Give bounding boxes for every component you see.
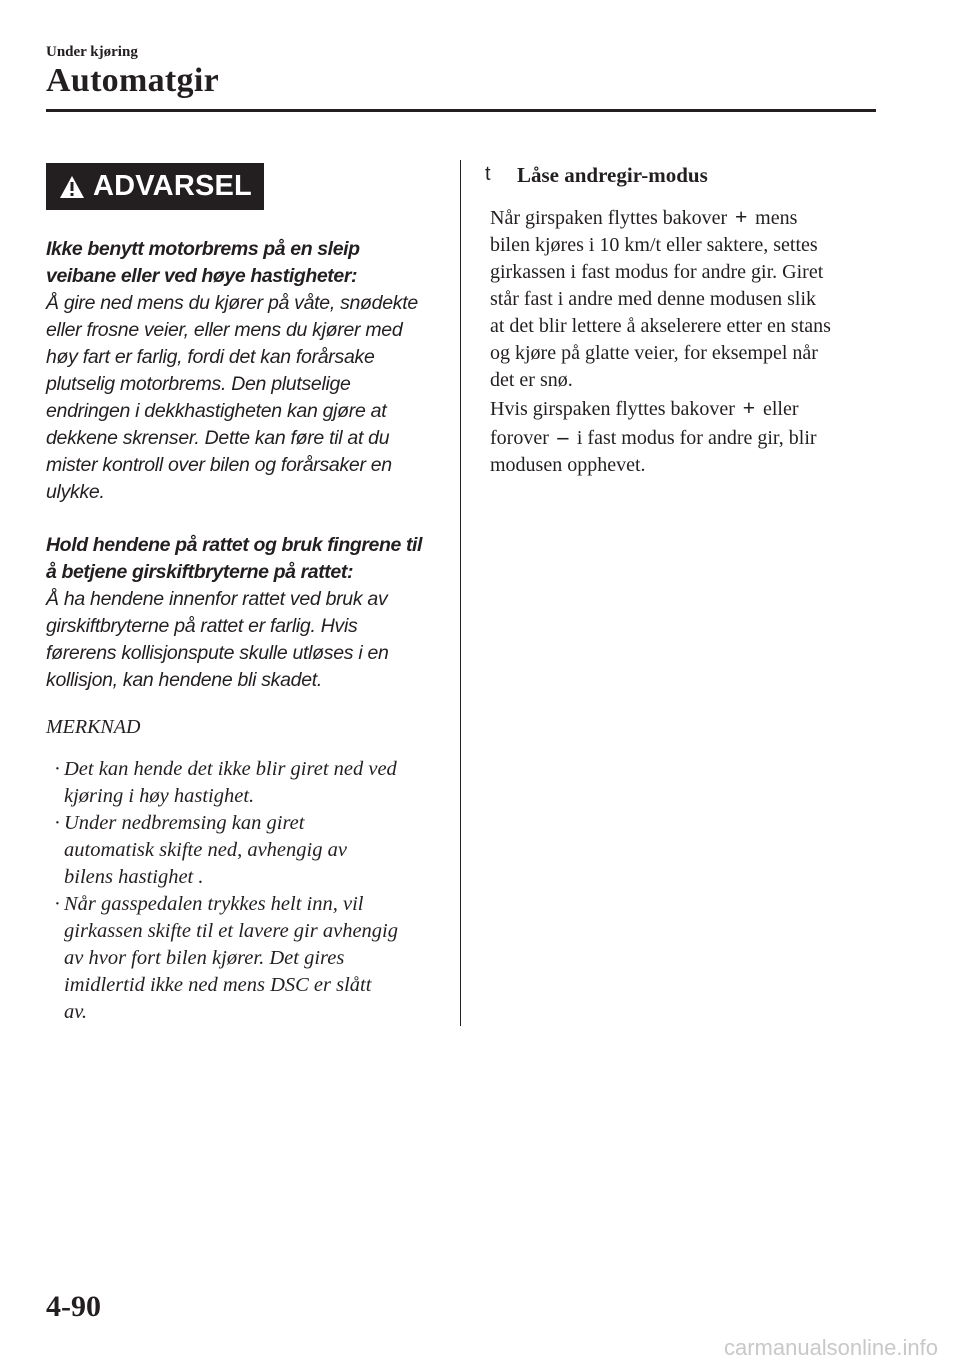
- body-line: forover – i fast modus for andre gir, blir: [490, 424, 817, 449]
- warning-heading: Ikke benytt motorbrems på en sleip veibane eller ved høye hastigheter:: [46, 238, 360, 287]
- title-rule: [46, 109, 876, 112]
- body-line: Hvis girspaken flyttes bakover + eller: [490, 395, 799, 420]
- note-title: MERKNAD: [46, 716, 141, 738]
- body-line: Når girspaken flyttes bakover + mens: [490, 204, 798, 229]
- body-line: står fast i andre med denne modusen slik: [490, 288, 817, 310]
- warning-badge: [46, 163, 264, 210]
- watermark: carmanualsonline.info: [723, 1335, 938, 1360]
- plus-icon: +: [734, 204, 748, 229]
- page-number: 4-90: [46, 1290, 101, 1323]
- warning-heading: Hold hendene på rattet og bruk fingrene til å betjene girskiftbryterne på rattet:: [46, 534, 423, 583]
- subsection-heading: Låse andregir-modus: [517, 163, 708, 187]
- section-label: Under kjøring: [46, 44, 138, 60]
- minus-icon: –: [557, 424, 569, 449]
- page-title: Automatgir: [46, 62, 219, 99]
- column-divider: [460, 160, 461, 1026]
- bullet-icon: ·: [54, 812, 61, 834]
- subsection-marker-icon: t: [485, 163, 491, 185]
- subsection-body: [490, 203, 880, 479]
- note-item: · Når gasspedalen trykkes helt inn, vil girkassen skifte til et lavere gir avhengig av hvor fort bilen kjører. Det gires imidlertid ikke ned mens DSC er slått av.: [54, 893, 398, 1023]
- warning-triangle-icon: [59, 175, 85, 199]
- note-list: [46, 756, 446, 1026]
- body-line: girkassen i fast modus for andre gir. Giret: [490, 261, 824, 283]
- warning-label: ADVARSEL: [93, 170, 252, 202]
- body-line: bilen kjøres i 10 km/t eller saktere, settes: [490, 234, 818, 256]
- warning-block-1: [46, 236, 446, 506]
- body-line: og kjøre på glatte veier, for eksempel når: [490, 342, 818, 364]
- warning-block-2: [46, 532, 446, 694]
- body-line: modusen opphevet.: [490, 454, 646, 476]
- body-line: det er snø.: [490, 369, 573, 391]
- bullet-icon: ·: [54, 758, 61, 780]
- warning-text: Å ha hendene innenfor rattet ved bruk av girskiftbryterne på rattet er farlig. Hvis førerens kollisjonspute skulle utløses i en kollisjon, kan hendene bli skadet.: [46, 588, 389, 691]
- bullet-icon: ·: [54, 893, 61, 915]
- body-line: at det blir lettere å akselerere etter en stans: [490, 315, 831, 337]
- note-item: · Det kan hende det ikke blir giret ned ved kjøring i høy hastighet.: [54, 758, 397, 807]
- warning-text: Å gire ned mens du kjører på våte, snødekte eller frosne veier, eller mens du kjører med høy fart er farlig, fordi det kan forårsake plutselig motorbrems. Den plutselige endringen i dekkhastigheten kan gjøre at dekkene skrenser. Dette kan føre til at du mister kontroll over bilen og forårsaker en ulykke.: [46, 292, 418, 503]
- plus-icon: +: [742, 395, 756, 420]
- note-item: · Under nedbremsing kan giret automatisk skifte ned, avhengig av bilens hastighet .: [54, 812, 347, 888]
